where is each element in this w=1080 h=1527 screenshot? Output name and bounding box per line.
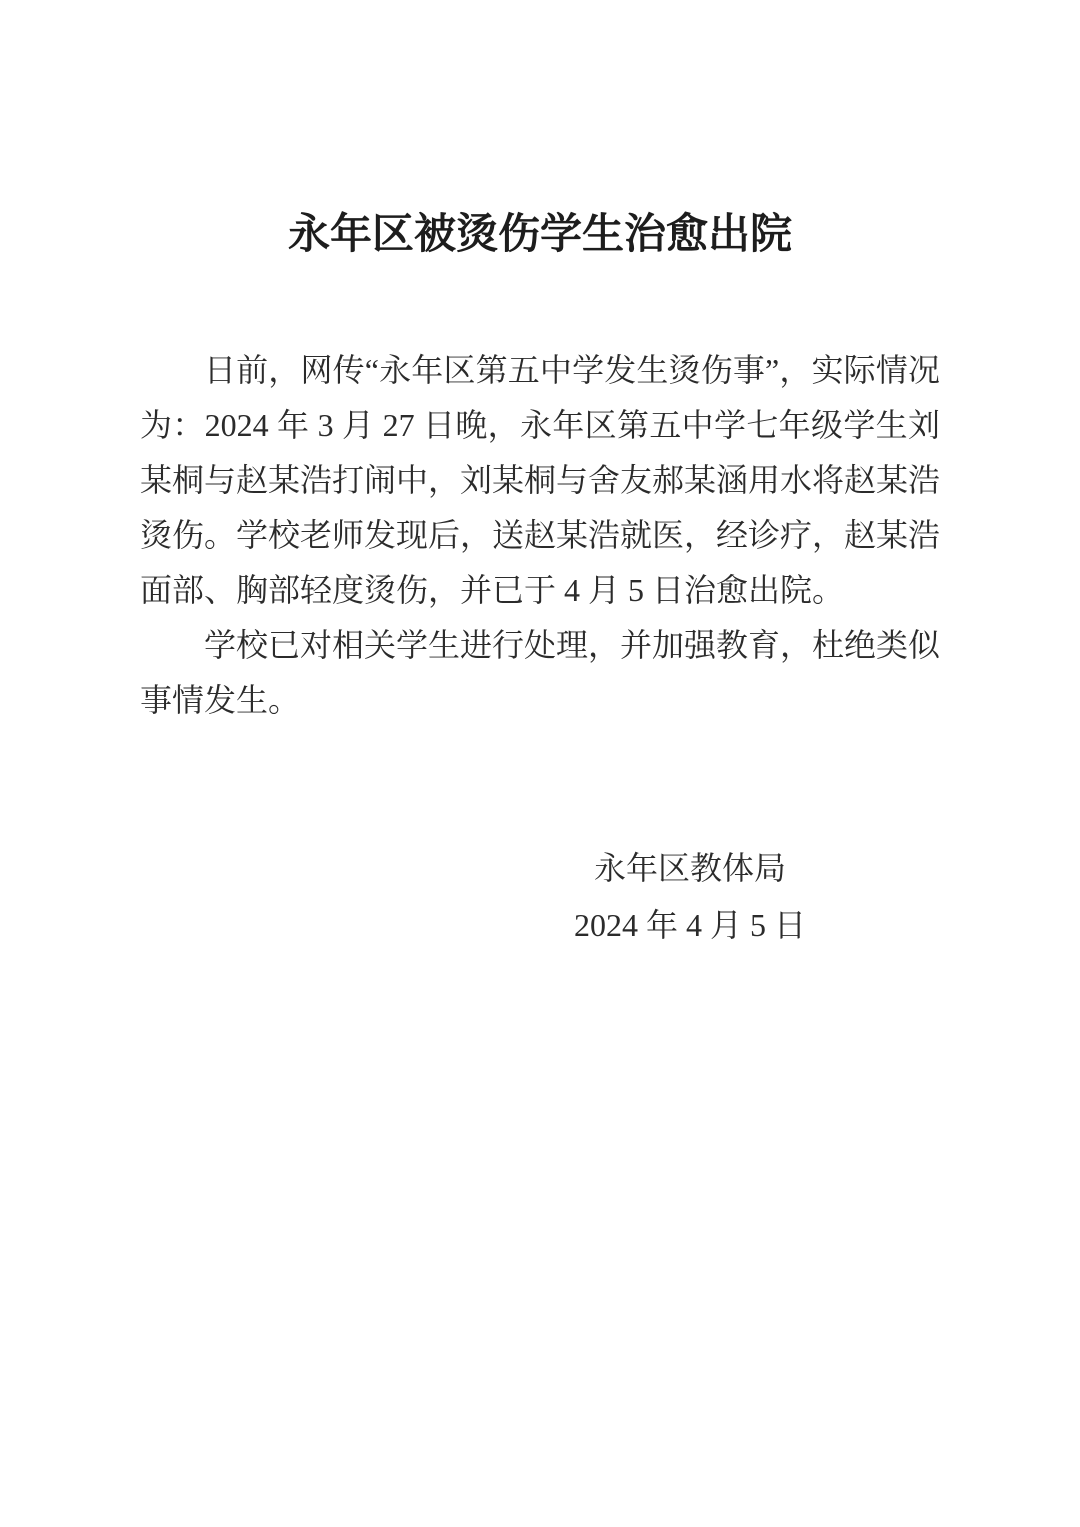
- notice-paragraph-2: 学校已对相关学生进行处理，并加强教育，杜绝类似事情发生。: [140, 627, 941, 718]
- notice-title: 永年区被烫伤学生治愈出院: [287, 212, 792, 258]
- signature-date: 2024 年 4 月 5 日: [573, 907, 806, 943]
- signature-issuer: 永年区教体局: [593, 850, 786, 886]
- signature-block: [440, 840, 940, 954]
- notice-body: [140, 343, 940, 728]
- notice-paragraph-1: 日前，网传“永年区第五中学发生烫伤事”，实际情况为：2024 年 3 月 27 日晚，永年区第五中学七年级学生刘某桐与赵某浩打闹中，刘某桐与舍友郝某涵用水将赵某浩烫伤。学校老师发现后，送赵某浩就医，经诊疗，赵某浩面部、胸部轻度烫伤，并已于 4 月 5 日治愈出院。: [140, 352, 941, 608]
